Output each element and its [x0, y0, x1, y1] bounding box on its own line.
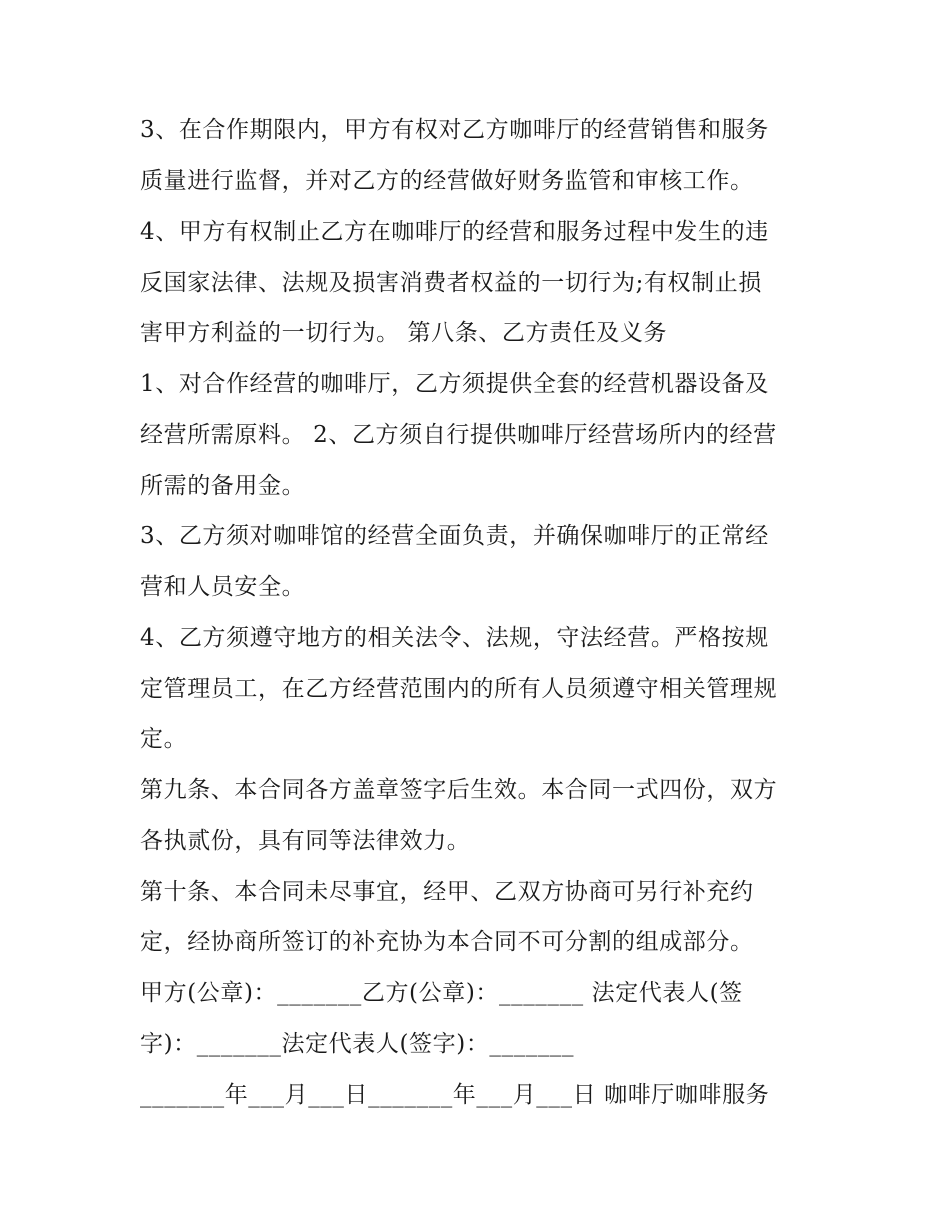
text-line: 营和人员安全。: [140, 574, 306, 600]
text-line: 4、甲方有权制止乙方在咖啡厅的经营和服务过程中发生的违: [140, 219, 769, 245]
text-line: 3、乙方须对咖啡馆的经营全面负责，并确保咖啡厅的正常经: [140, 523, 769, 549]
text-line: 定管理员工，在乙方经营范围内的所有人员须遵守相关管理规: [140, 676, 778, 702]
text-line: 经营所需原料。 2、乙方须自行提供咖啡厅经营场所内的经营: [140, 422, 777, 448]
text-line: _______年___月___日_______年___月___日 咖啡厅咖啡服务: [140, 1082, 770, 1108]
text-line: 各执贰份，具有同等法律效力。: [140, 828, 471, 854]
text-line: 害甲方利益的一切行为。 第八条、乙方责任及义务: [140, 320, 668, 346]
text-line: 反国家法律、法规及损害消费者权益的一切行为;有权制止损: [140, 270, 762, 296]
text-line: 甲方(公章)：_______乙方(公章)：_______ 法定代表人(签: [140, 980, 743, 1006]
text-line: 第十条、本合同未尽事宜，经甲、乙双方协商可另行补充约: [140, 879, 754, 905]
text-line: 1、对合作经营的咖啡厅，乙方须提供全套的经营机器设备及: [140, 371, 769, 397]
text-line: 定，经协商所签订的补充协为本合同不可分割的组成部分。: [140, 929, 754, 955]
text-line: 所需的备用金。: [140, 473, 306, 499]
text-line: 字)：_______法定代表人(签字)：_______: [140, 1031, 575, 1057]
text-line: 质量进行监督，并对乙方的经营做好财务监管和审核工作。: [140, 168, 754, 194]
text-line: 第九条、本合同各方盖章签字后生效。本合同一式四份，双方: [140, 777, 778, 803]
text-line: 3、在合作期限内，甲方有权对乙方咖啡厅的经营销售和服务: [140, 117, 769, 143]
text-line: 4、乙方须遵守地方的相关法令、法规，守法经营。严格按规: [140, 625, 769, 651]
text-line: 定。: [140, 726, 188, 752]
